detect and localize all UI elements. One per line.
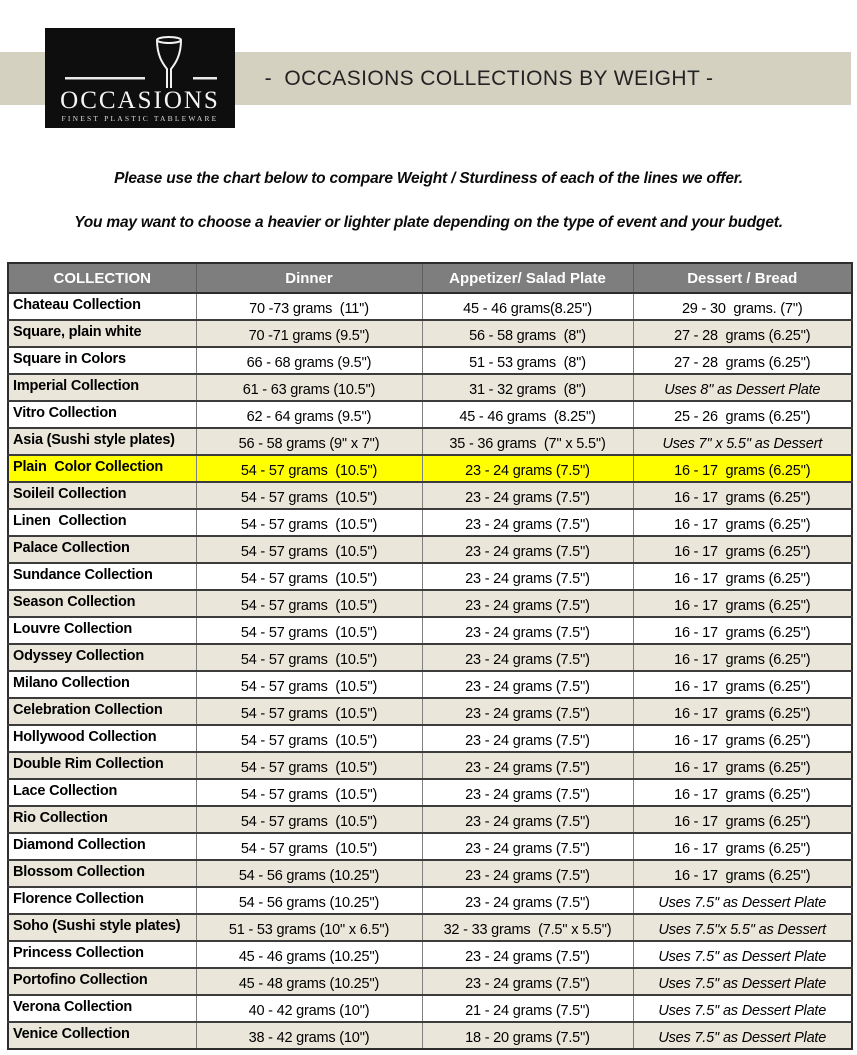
collection-name-cell xyxy=(8,590,196,617)
collection-name: Soileil Collection xyxy=(13,485,127,502)
dinner-weight: 54 - 57 grams (10.5'') xyxy=(240,597,378,614)
collection-name: Louvre Collection xyxy=(13,620,133,637)
dinner-weight-cell xyxy=(196,644,422,671)
appetizer-weight-cell xyxy=(422,347,633,374)
collection-name: Odyssey Collection xyxy=(13,647,144,664)
collection-name: Sundance Collection xyxy=(13,566,153,583)
dessert-weight-cell xyxy=(633,833,852,860)
appetizer-weight: 23 - 24 grams (7.5'') xyxy=(465,894,590,911)
dessert-weight-cell xyxy=(633,347,852,374)
table-row xyxy=(8,482,852,509)
collection-name: Imperial Collection xyxy=(13,377,139,394)
dinner-weight: 45 - 48 grams (10.25'') xyxy=(238,975,380,992)
intro-line-1: Please use the chart below to compare Weight / Sturdiness of each of the lines we offer. xyxy=(114,170,743,187)
table-row xyxy=(8,914,852,941)
dessert-weight-cell xyxy=(633,428,852,455)
dinner-weight-cell xyxy=(196,590,422,617)
dessert-weight-cell xyxy=(633,752,852,779)
dessert-weight: Uses 7.5'' as Dessert Plate xyxy=(658,948,827,965)
column-header-dessert: Dessert / Bread xyxy=(633,263,852,293)
collection-name: Milano Collection xyxy=(13,674,130,691)
appetizer-weight-cell xyxy=(422,1022,633,1049)
appetizer-weight-cell xyxy=(422,914,633,941)
dessert-weight: 27 - 28 grams (6.25'') xyxy=(674,354,811,371)
appetizer-weight: 45 - 46 grams (8.25'') xyxy=(459,408,596,425)
collection-name: Square in Colors xyxy=(13,350,126,367)
collection-name-cell xyxy=(8,293,196,320)
dessert-weight-cell xyxy=(633,509,852,536)
dessert-weight: 27 - 28 grams (6.25'') xyxy=(674,327,811,344)
collection-name: Blossom Collection xyxy=(13,863,145,880)
dessert-weight-cell xyxy=(633,401,852,428)
dessert-weight: 16 - 17 grams (6.25'') xyxy=(674,678,811,695)
collection-name: Celebration Collection xyxy=(13,701,163,718)
table-row xyxy=(8,752,852,779)
dessert-weight: Uses 7.5'' as Dessert Plate xyxy=(658,894,827,911)
collection-name-cell xyxy=(8,806,196,833)
collection-name-cell xyxy=(8,428,196,455)
appetizer-weight: 23 - 24 grams (7.5'') xyxy=(465,840,590,857)
table-row xyxy=(8,617,852,644)
collection-name: Double Rim Collection xyxy=(13,755,164,772)
collection-name-cell xyxy=(8,644,196,671)
table-row xyxy=(8,833,852,860)
dessert-weight: 16 - 17 grams (6.25'') xyxy=(674,624,811,641)
dinner-weight-cell xyxy=(196,320,422,347)
appetizer-weight-cell xyxy=(422,536,633,563)
dessert-weight-cell xyxy=(633,860,852,887)
appetizer-weight-cell xyxy=(422,968,633,995)
dinner-weight-cell xyxy=(196,725,422,752)
dessert-weight-cell xyxy=(633,887,852,914)
appetizer-weight-cell xyxy=(422,833,633,860)
dessert-weight-cell xyxy=(633,455,852,482)
logo-brand-text: OCCASIONS xyxy=(60,87,220,114)
dinner-weight-cell xyxy=(196,833,422,860)
appetizer-weight: 18 - 20 grams (7.5'') xyxy=(465,1029,590,1046)
dessert-weight-cell xyxy=(633,590,852,617)
collection-name-cell xyxy=(8,914,196,941)
collection-name: Season Collection xyxy=(13,593,136,610)
collection-name: Vitro Collection xyxy=(13,404,117,421)
appetizer-weight-cell xyxy=(422,779,633,806)
dinner-weight: 54 - 57 grams (10.5'') xyxy=(240,516,378,533)
dinner-weight: 54 - 57 grams (10.5'') xyxy=(240,462,378,479)
collection-name: Princess Collection xyxy=(13,944,144,961)
dessert-weight-cell xyxy=(633,779,852,806)
appetizer-weight-cell xyxy=(422,671,633,698)
dinner-weight-cell xyxy=(196,1022,422,1049)
dessert-weight-cell xyxy=(633,320,852,347)
table-row xyxy=(8,455,852,482)
collection-name: Portofino Collection xyxy=(13,971,148,988)
appetizer-weight: 56 - 58 grams (8'') xyxy=(469,327,586,344)
dessert-weight: 25 - 26 grams (6.25'') xyxy=(674,408,811,425)
dinner-weight-cell xyxy=(196,428,422,455)
dinner-weight-cell xyxy=(196,698,422,725)
appetizer-weight: 23 - 24 grams (7.5'') xyxy=(465,975,590,992)
appetizer-weight: 23 - 24 grams (7.5'') xyxy=(465,489,590,506)
appetizer-weight-cell xyxy=(422,806,633,833)
brand-logo xyxy=(45,28,235,128)
dinner-weight: 54 - 57 grams (10.5'') xyxy=(240,840,378,857)
dinner-weight: 70 -73 grams (11'') xyxy=(249,300,369,317)
table-row xyxy=(8,428,852,455)
collection-name-cell xyxy=(8,563,196,590)
appetizer-weight: 23 - 24 grams (7.5'') xyxy=(465,948,590,965)
appetizer-weight-cell xyxy=(422,698,633,725)
dinner-weight-cell xyxy=(196,914,422,941)
appetizer-weight: 23 - 24 grams (7.5'') xyxy=(465,624,590,641)
dinner-weight: 54 - 57 grams (10.5'') xyxy=(240,570,378,587)
appetizer-weight: 23 - 24 grams (7.5'') xyxy=(465,732,590,749)
dinner-weight-cell xyxy=(196,374,422,401)
dinner-weight-cell xyxy=(196,509,422,536)
appetizer-weight-cell xyxy=(422,563,633,590)
column-header-appetizer: Appetizer/ Salad Plate xyxy=(422,263,633,293)
dinner-weight-cell xyxy=(196,455,422,482)
dinner-weight: 66 - 68 grams (9.5'') xyxy=(246,354,372,371)
collection-name: Rio Collection xyxy=(13,809,108,826)
dessert-weight: 16 - 17 grams (6.25'') xyxy=(674,543,811,560)
appetizer-weight: 23 - 24 grams (7.5'') xyxy=(465,786,590,803)
dinner-weight-cell xyxy=(196,806,422,833)
appetizer-weight: 45 - 46 grams(8.25'') xyxy=(463,300,592,317)
collection-name: Plain Color Collection xyxy=(13,458,164,475)
appetizer-weight: 23 - 24 grams (7.5'') xyxy=(465,651,590,668)
dessert-weight: 16 - 17 grams (6.25'') xyxy=(674,813,811,830)
collection-name-cell xyxy=(8,752,196,779)
dessert-weight: 29 - 30 grams. (7'') xyxy=(681,300,803,317)
dinner-weight: 54 - 57 grams (10.5'') xyxy=(240,813,378,830)
dessert-weight: 16 - 17 grams (6.25'') xyxy=(674,489,811,506)
appetizer-weight: 23 - 24 grams (7.5'') xyxy=(465,705,590,722)
appetizer-weight: 23 - 24 grams (7.5'') xyxy=(465,543,590,560)
dessert-weight: 16 - 17 grams (6.25'') xyxy=(674,840,811,857)
collection-name-cell xyxy=(8,995,196,1022)
table-row xyxy=(8,1022,852,1049)
table-row xyxy=(8,968,852,995)
table-row xyxy=(8,563,852,590)
collection-name: Asia (Sushi style plates) xyxy=(13,431,175,448)
appetizer-weight-cell xyxy=(422,644,633,671)
intro-line-2: You may want to choose a heavier or lighter plate depending on the type of event and your budget. xyxy=(74,214,783,231)
collection-name-cell xyxy=(8,779,196,806)
dinner-weight-cell xyxy=(196,563,422,590)
table-row xyxy=(8,698,852,725)
dessert-weight-cell xyxy=(633,374,852,401)
table-row xyxy=(8,401,852,428)
dinner-weight: 54 - 57 grams (10.5'') xyxy=(240,786,378,803)
table-row xyxy=(8,590,852,617)
collection-name-cell xyxy=(8,725,196,752)
table-row xyxy=(8,725,852,752)
table-row xyxy=(8,887,852,914)
dinner-weight-cell xyxy=(196,752,422,779)
table-row xyxy=(8,536,852,563)
column-header-collection: COLLECTION xyxy=(8,263,196,293)
appetizer-weight: 32 - 33 grams (7.5'' x 5.5'') xyxy=(443,921,612,938)
dessert-weight: Uses 7.5'' as Dessert Plate xyxy=(658,1002,827,1019)
table-row xyxy=(8,347,852,374)
dessert-weight-cell xyxy=(633,914,852,941)
collection-name-cell xyxy=(8,401,196,428)
appetizer-weight-cell xyxy=(422,995,633,1022)
appetizer-weight-cell xyxy=(422,617,633,644)
appetizer-weight: 23 - 24 grams (7.5'') xyxy=(465,462,590,479)
collection-name-cell xyxy=(8,347,196,374)
appetizer-weight-cell xyxy=(422,860,633,887)
dessert-weight-cell xyxy=(633,968,852,995)
appetizer-weight: 23 - 24 grams (7.5'') xyxy=(465,516,590,533)
appetizer-weight: 23 - 24 grams (7.5'') xyxy=(465,570,590,587)
dinner-weight-cell xyxy=(196,347,422,374)
collection-name-cell xyxy=(8,833,196,860)
collection-name: Linen Collection xyxy=(13,512,127,529)
dinner-weight-cell xyxy=(196,617,422,644)
dessert-weight-cell xyxy=(633,293,852,320)
dinner-weight-cell xyxy=(196,482,422,509)
collections-weight-table xyxy=(7,262,853,1050)
dessert-weight: 16 - 17 grams (6.25'') xyxy=(674,516,811,533)
collection-name-cell xyxy=(8,698,196,725)
dessert-weight-cell xyxy=(633,644,852,671)
dessert-weight-cell xyxy=(633,725,852,752)
dinner-weight: 54 - 57 grams (10.5'') xyxy=(240,759,378,776)
table-body xyxy=(8,293,852,1049)
dinner-weight: 40 - 42 grams (10'') xyxy=(248,1002,370,1019)
dessert-weight: 16 - 17 grams (6.25'') xyxy=(674,651,811,668)
wine-glass-logo-icon xyxy=(45,28,235,128)
collection-name-cell xyxy=(8,617,196,644)
dessert-weight-cell xyxy=(633,482,852,509)
collection-name: Soho (Sushi style plates) xyxy=(13,917,181,934)
appetizer-weight-cell xyxy=(422,509,633,536)
collection-name-cell xyxy=(8,968,196,995)
dessert-weight-cell xyxy=(633,563,852,590)
dessert-weight-cell xyxy=(633,995,852,1022)
collection-name-cell xyxy=(8,536,196,563)
collection-name: Verona Collection xyxy=(13,998,133,1015)
dinner-weight-cell xyxy=(196,887,422,914)
appetizer-weight-cell xyxy=(422,590,633,617)
dinner-weight-cell xyxy=(196,860,422,887)
table-row xyxy=(8,806,852,833)
dinner-weight: 45 - 46 grams (10.25'') xyxy=(238,948,380,965)
dessert-weight-cell xyxy=(633,617,852,644)
table-row xyxy=(8,860,852,887)
table-row xyxy=(8,941,852,968)
dessert-weight-cell xyxy=(633,536,852,563)
page-title: - OCCASIONS COLLECTIONS BY WEIGHT - xyxy=(264,67,714,90)
appetizer-weight: 23 - 24 grams (7.5'') xyxy=(465,759,590,776)
collection-name: Palace Collection xyxy=(13,539,130,556)
dinner-weight-cell xyxy=(196,779,422,806)
appetizer-weight: 23 - 24 grams (7.5'') xyxy=(465,813,590,830)
collection-name-cell xyxy=(8,1022,196,1049)
dessert-weight: Uses 7.5'' as Dessert Plate xyxy=(658,1029,827,1046)
table-row xyxy=(8,671,852,698)
dinner-weight: 54 - 57 grams (10.5'') xyxy=(240,543,378,560)
appetizer-weight-cell xyxy=(422,374,633,401)
dinner-weight-cell xyxy=(196,293,422,320)
dinner-weight-cell xyxy=(196,941,422,968)
dinner-weight: 54 - 57 grams (10.5'') xyxy=(240,489,378,506)
dinner-weight: 51 - 53 grams (10'' x 6.5'') xyxy=(228,921,390,938)
appetizer-weight-cell xyxy=(422,320,633,347)
collection-name-cell xyxy=(8,671,196,698)
appetizer-weight: 21 - 24 grams (7.5'') xyxy=(465,1002,590,1019)
table-row xyxy=(8,509,852,536)
dinner-weight-cell xyxy=(196,995,422,1022)
table-row xyxy=(8,293,852,320)
collection-name-cell xyxy=(8,941,196,968)
appetizer-weight-cell xyxy=(422,401,633,428)
collection-name-cell xyxy=(8,860,196,887)
table-row xyxy=(8,644,852,671)
column-header-dinner: Dinner xyxy=(196,263,422,293)
dessert-weight-cell xyxy=(633,941,852,968)
dinner-weight: 70 -71 grams (9.5'') xyxy=(248,327,370,344)
dessert-weight: 16 - 17 grams (6.25'') xyxy=(674,705,811,722)
dessert-weight: 16 - 17 grams (6.25'') xyxy=(674,786,811,803)
dessert-weight: 16 - 17 grams (6.25'') xyxy=(674,759,811,776)
dessert-weight: Uses 7.5''x 5.5'' as Dessert xyxy=(658,921,826,938)
collection-name: Hollywood Collection xyxy=(13,728,157,745)
dinner-weight: 54 - 57 grams (10.5'') xyxy=(240,651,378,668)
collection-name: Venice Collection xyxy=(13,1025,130,1042)
dessert-weight: Uses 8'' as Dessert Plate xyxy=(664,381,821,398)
dinner-weight: 54 - 56 grams (10.25'') xyxy=(238,867,380,884)
dessert-weight-cell xyxy=(633,698,852,725)
dinner-weight: 54 - 57 grams (10.5'') xyxy=(240,624,378,641)
dessert-weight: 16 - 17 grams (6.25'') xyxy=(674,570,811,587)
appetizer-weight-cell xyxy=(422,482,633,509)
dessert-weight: 16 - 17 grams (6.25'') xyxy=(674,597,811,614)
collection-name-cell xyxy=(8,374,196,401)
dessert-weight: 16 - 17 grams (6.25'') xyxy=(674,867,811,884)
dinner-weight: 56 - 58 grams (9'' x 7'') xyxy=(238,435,380,452)
appetizer-weight: 23 - 24 grams (7.5'') xyxy=(465,597,590,614)
appetizer-weight: 23 - 24 grams (7.5'') xyxy=(465,678,590,695)
dessert-weight: Uses 7.5'' as Dessert Plate xyxy=(658,975,827,992)
collection-name: Square, plain white xyxy=(13,323,142,340)
dinner-weight-cell xyxy=(196,401,422,428)
table-row xyxy=(8,995,852,1022)
appetizer-weight-cell xyxy=(422,725,633,752)
dessert-weight: 16 - 17 grams (6.25'') xyxy=(674,732,811,749)
dessert-weight-cell xyxy=(633,806,852,833)
dinner-weight: 54 - 57 grams (10.5'') xyxy=(240,705,378,722)
dinner-weight: 61 - 63 grams (10.5'') xyxy=(242,381,376,398)
dessert-weight: 16 - 17 grams (6.25'') xyxy=(674,462,811,479)
appetizer-weight: 51 - 53 grams (8'') xyxy=(469,354,586,371)
dessert-weight-cell xyxy=(633,671,852,698)
appetizer-weight-cell xyxy=(422,752,633,779)
table-row xyxy=(8,779,852,806)
table-row xyxy=(8,320,852,347)
logo-tagline-text: FINEST PLASTIC TABLEWARE xyxy=(61,114,219,123)
collection-name-cell xyxy=(8,482,196,509)
collection-name: Florence Collection xyxy=(13,890,144,907)
appetizer-weight: 31 - 32 grams (8'') xyxy=(469,381,586,398)
appetizer-weight-cell xyxy=(422,293,633,320)
dinner-weight: 54 - 57 grams (10.5'') xyxy=(240,732,378,749)
dinner-weight: 54 - 57 grams (10.5'') xyxy=(240,678,378,695)
dinner-weight: 54 - 56 grams (10.25'') xyxy=(238,894,380,911)
collection-name: Diamond Collection xyxy=(13,836,146,853)
collection-name-cell xyxy=(8,320,196,347)
dinner-weight-cell xyxy=(196,968,422,995)
appetizer-weight-cell xyxy=(422,887,633,914)
collection-name: Chateau Collection xyxy=(13,296,141,313)
dinner-weight: 38 - 42 grams (10'') xyxy=(248,1029,370,1046)
table-row xyxy=(8,374,852,401)
dinner-weight-cell xyxy=(196,536,422,563)
dessert-weight-cell xyxy=(633,1022,852,1049)
appetizer-weight: 23 - 24 grams (7.5'') xyxy=(465,867,590,884)
collection-name-cell xyxy=(8,509,196,536)
collection-name-cell xyxy=(8,887,196,914)
collection-name: Lace Collection xyxy=(13,782,118,799)
dinner-weight-cell xyxy=(196,671,422,698)
collection-name-cell xyxy=(8,455,196,482)
dessert-weight: Uses 7'' x 5.5'' as Dessert xyxy=(662,435,823,452)
table-header-row xyxy=(8,263,852,293)
appetizer-weight-cell xyxy=(422,455,633,482)
appetizer-weight-cell xyxy=(422,428,633,455)
dinner-weight: 62 - 64 grams (9.5'') xyxy=(246,408,372,425)
appetizer-weight: 35 - 36 grams (7'' x 5.5'') xyxy=(449,435,606,452)
appetizer-weight-cell xyxy=(422,941,633,968)
